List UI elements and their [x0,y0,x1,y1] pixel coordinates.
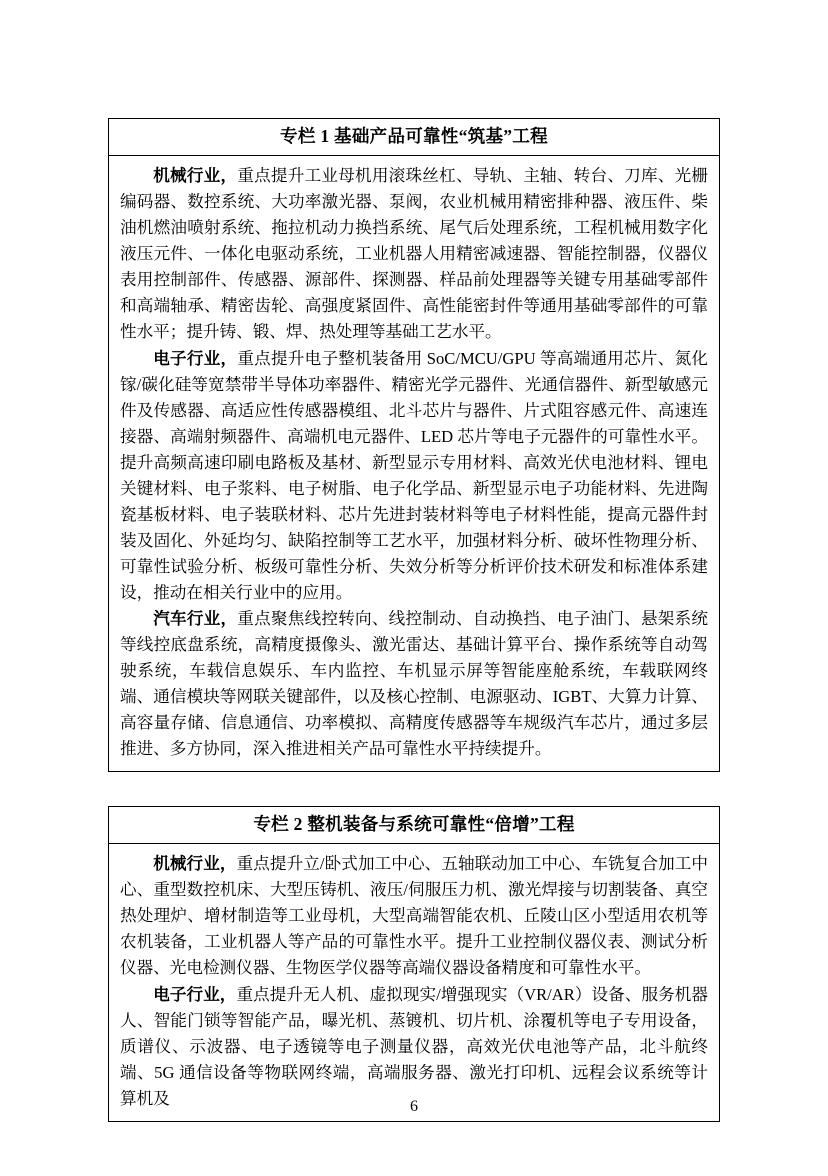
paragraph-text: 重点聚焦线控转向、线控制动、自动换挡、电子油门、悬架系统等线控底盘系统，高精度摄像头、激光雷达、基础计算平台、操作系统等自动驾驶系统，车载信息娱乐、车内监控、车机显示屏等智能座舱系统，车载联网终端、通信模块等网联关键部件，以及核心控制、电源驱动、IGBT、大算力计算、高容量存储、信息通信、功率模拟、高精度传感器等车规级汽车芯片，通过多层推进、多方协同，深入推进相关产品可靠性水平持续提升。 [120,609,709,759]
paragraph-text: 重点提升电子整机装备用 SoC/MCU/GPU 等高端通用芯片、氮化镓/碳化硅等宽禁带半导体功率器件、精密光学元器件、光通信器件、新型敏感元件及传感器、高适应性传感器模组、北斗芯片与器件、片式阻容感元件、高速连接器、高端射频器件、高端机电元器件、LED 芯片等电子元器件的可靠性水平。提升高频高速印刷电路板及基材、新型显示专用材料、高效光伏电池材料、锂电关键材料、电子浆料、电子树脂、电子化学品、新型显示电子功能材料、先进陶瓷基板材料、电子装联材料、芯片先进封装材料等电子材料性能，提高元器件封装及固化、外延均匀、缺陷控制等工艺水平，加强材料分析、破坏性物理分析、可靠性试验分析、板级可靠性分析、失效分析等分析评价技术研发和标准体系建设，推动在相关行业中的应用。 [120,348,709,602]
paragraph-lead: 机械行业， [153,166,238,185]
paragraph-lead: 电子行业， [153,348,238,368]
callout-box-1-body [109,156,719,771]
paragraph [120,346,708,606]
paragraph [120,982,708,1112]
paragraph [120,606,708,762]
callout-box-2 [108,806,720,1122]
callout-box-2-body [109,844,719,1121]
paragraph-lead: 机械行业， [153,854,237,874]
paragraph-lead: 汽车行业， [153,609,238,629]
page-number: 6 [410,1098,418,1115]
page-content [108,118,720,1122]
paragraph [120,163,708,345]
paragraph-text: 重点提升立/卧式加工中心、五轴联动加工中心、车铣复合加工中心、重型数控机床、大型压铸机、液压/伺服压力机、激光焊接与切割装备、真空热处理炉、增材制造等工业母机，大型高端智能农机、丘陵山区小型适用农机等农机装备，工业机器人等产品的可靠性水平。提升工业控制仪器仪表、测试分析仪器、光电检测仪器、生物医学仪器等高端仪器设备精度和可靠性水平。 [120,854,709,978]
paragraph-lead: 电子行业， [153,985,237,1005]
paragraph-text: 重点提升工业母机用滚珠丝杠、导轨、主轴、转台、刀库、光栅编码器、数控系统、大功率激光器、泵阀，农业机械用精密排种器、液压件、柴油机燃油喷射系统、拖拉机动力换挡系统、尾气后处理系统，工程机械用数字化液压元件、一体化电驱动系统，工业机器人用精密减速器、智能控制器，仪器仪表用控制部件、传感器、源部件、探测器、样品前处理器等关键专用基础零部件和高端轴承、精密齿轮、高强度紧固件、高性能密封件等通用基础零部件的可靠性水平；提升铸、锻、焊、热处理等基础工艺水平。 [120,166,709,341]
paragraph [120,851,708,981]
callout-box-1-title: 专栏 1 基础产品可靠性“筑基”工程 [109,119,719,156]
callout-box-2-title: 专栏 2 整机装备与系统可靠性“倍增”工程 [109,807,719,844]
callout-box-1 [108,118,720,772]
paragraph-text: 重点提升无人机、虚拟现实/增强现实（VR/AR）设备、服务机器人、智能门锁等智能产品，曝光机、蒸镀机、切片机、涂覆机等电子专用设备，质谱仪、示波器、电子透镜等电子测量仪器，高效光伏电池等产品，北斗航终端、5G 通信设备等物联网终端，高端服务器、激光打印机、远程会议系统等计算机及 [120,985,709,1108]
